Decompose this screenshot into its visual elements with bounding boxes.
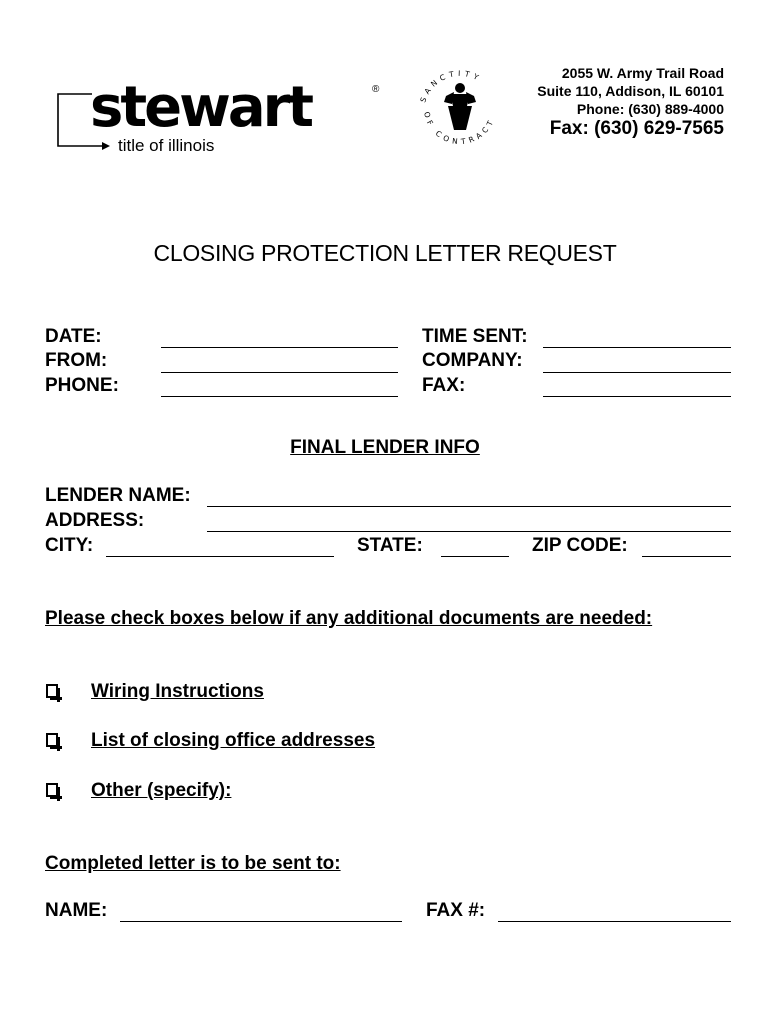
time-sent-label: TIME SENT: [422, 326, 528, 347]
logo-wordmark: stewart [90, 75, 311, 140]
company-label: COMPANY: [422, 350, 523, 371]
send-to-fax-field[interactable] [498, 921, 731, 922]
office-fax: Fax: (630) 629-7565 [549, 118, 724, 139]
send-to-heading: Completed letter is to be sent to: [45, 853, 341, 874]
address-line-1: 2055 W. Army Trail Road [561, 65, 724, 81]
time-sent-field[interactable] [543, 347, 731, 348]
state-field[interactable] [441, 556, 509, 557]
office-phone: Phone: (630) 889-4000 [576, 101, 724, 117]
zip-code-field[interactable] [642, 556, 731, 557]
closing-office-addresses-label: List of closing office addresses [91, 730, 376, 751]
page-title: CLOSING PROTECTION LETTER REQUEST [153, 240, 617, 266]
from-field[interactable] [161, 372, 398, 373]
sanctity-of-contract-seal [410, 60, 510, 160]
zip-code-label: ZIP CODE: [532, 535, 628, 556]
phone-label: PHONE: [45, 375, 119, 396]
send-to-name-label: NAME: [45, 900, 108, 921]
company-field[interactable] [543, 372, 731, 373]
office-address-block [537, 64, 724, 138]
additional-documents-instruction: Please check boxes below if any additional documents are needed: [45, 608, 653, 629]
final-lender-heading: FINAL LENDER INFO [290, 437, 480, 458]
seal-icon [410, 60, 510, 160]
city-field[interactable] [106, 556, 334, 557]
other-specify-label: Other (specify): [91, 780, 232, 801]
date-label: DATE: [45, 326, 102, 347]
state-label: STATE: [357, 535, 423, 556]
seal-text-bottom: OF CONTRACT [422, 110, 497, 147]
fax-field[interactable] [543, 396, 731, 397]
wiring-instructions-label: Wiring Instructions [91, 681, 264, 702]
stewart-logo [54, 75, 394, 160]
send-to-name-field[interactable] [120, 921, 402, 922]
phone-field[interactable] [161, 396, 398, 397]
send-to-fax-label: FAX #: [426, 900, 486, 921]
date-field[interactable] [161, 347, 398, 348]
from-label: FROM: [45, 350, 108, 371]
wiring-instructions-checkbox[interactable] [46, 684, 58, 698]
fax-label: FAX: [422, 375, 466, 396]
address-label: ADDRESS: [45, 510, 145, 531]
other-specify-checkbox[interactable] [46, 783, 58, 797]
lender-name-field[interactable] [207, 506, 731, 507]
logo-registered-mark: ® [372, 84, 380, 95]
logo-subtitle: title of illinois [118, 136, 215, 155]
seal-text-top: SANCTITY [418, 68, 484, 104]
city-label: CITY: [45, 535, 94, 556]
lender-name-label: LENDER NAME: [45, 485, 191, 506]
address-line-2: Suite 110, Addison, IL 60101 [537, 83, 724, 99]
closing-office-addresses-checkbox[interactable] [46, 733, 58, 747]
address-field[interactable] [207, 531, 731, 532]
